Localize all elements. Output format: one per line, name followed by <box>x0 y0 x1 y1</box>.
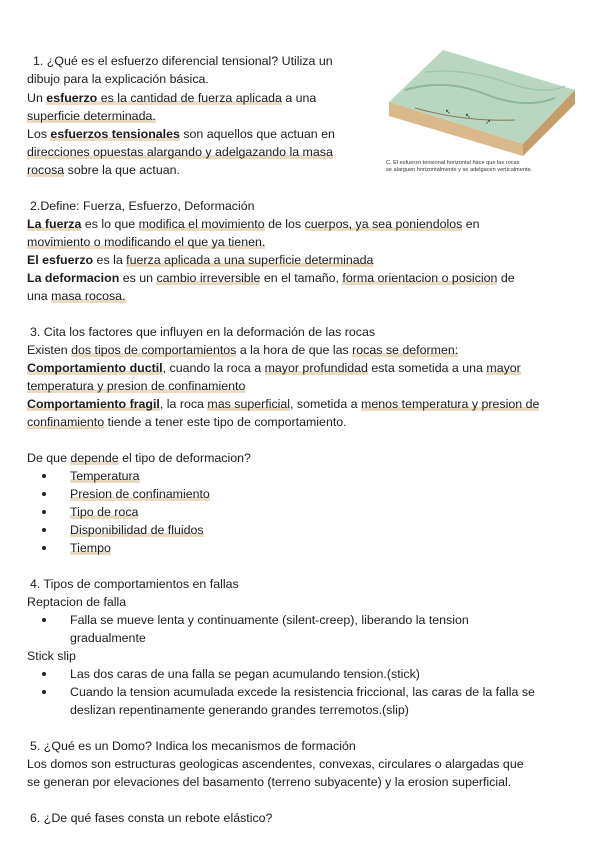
factor-item: Tiempo <box>70 541 111 555</box>
q4-slip-text-cont: deslizan repentinamente generando grandes terremotos.(slip) <box>70 703 409 717</box>
tensional-stress-figure <box>385 42 577 160</box>
factor-item: Disponibilidad de fluidos <box>70 523 204 537</box>
q2-line1: La fuerza es lo que modifica el movimiento de los cuerpos, ya sea poniendolos en <box>27 217 480 231</box>
q2-line5: una masa rocosa. <box>27 289 126 303</box>
q5-line2: se generan por elevaciones del basamento (terreno subyacente) y la erosion superficial. <box>27 775 512 789</box>
q3-line1: Existen dos tipos de comportamientos a la hora de que las rocas se deformen: <box>27 343 459 357</box>
q6-title: 6. ¿De qué fases consta un rebote elástico? <box>30 811 273 825</box>
q3-line5: confinamiento tiende a tener este tipo de comportamiento. <box>27 415 347 429</box>
q4-heading-stickslip: Stick slip <box>27 649 76 663</box>
bullet-dot <box>42 510 46 514</box>
q5-title: 5. ¿Qué es un Domo? Indica los mecanismos de formación <box>30 739 356 753</box>
q1-line5: rocosa sobre la que actuan. <box>27 163 180 177</box>
figure-arrow-icon: ↗ <box>485 119 491 126</box>
q4-creep-text: Falla se mueve lenta y continuamente (silent-creep), liberando la tension <box>70 613 469 627</box>
figure-arrow-icon: ↖ <box>445 109 451 116</box>
bullet-dot <box>42 528 46 532</box>
q2-line2: movimiento o modificando el que ya tienen. <box>27 235 266 249</box>
q4-creep-text-cont: gradualmente <box>70 631 146 645</box>
q1-line4: direcciones opuestas alargando y adelgazando la masa <box>27 145 333 159</box>
factor-item: Tipo de roca <box>70 505 139 519</box>
q1-title: 1. ¿Qué es el esfuerzo diferencial tensional? Utiliza un <box>33 54 333 68</box>
q3-title: 3. Cita los factores que influyen en la deformación de las rocas <box>30 325 376 339</box>
q3-line3: temperatura y presion de confinamiento <box>27 379 246 393</box>
figure-caption-line1: C. El esfuerzo tensional horizontal hace que las rocas <box>386 160 520 166</box>
q4-slip-text: Cuando la tension acumulada excede la resistencia friccional, las caras de la falla se <box>70 685 535 699</box>
bullet-dot <box>42 618 46 622</box>
bullet-dot <box>42 672 46 676</box>
q2-line4: La deformacion es un cambio irreversible en el tamaño, forma orientacion o posicion de <box>27 271 515 285</box>
factor-item: Temperatura <box>70 469 140 483</box>
q3-subquestion: De que depende el tipo de deformacion? <box>27 451 251 465</box>
q1-title-cont: dibujo para la explicación básica. <box>27 72 209 86</box>
q4-title: 4. Tipos de comportamientos en fallas <box>30 577 239 591</box>
q1-line2: superficie determinada. <box>27 109 156 123</box>
bullet-dot <box>42 690 46 694</box>
bullet-dot <box>42 492 46 496</box>
q5-line1: Los domos son estructuras geologicas ascendentes, convexas, circulares o alargadas que <box>27 757 524 771</box>
q2-line3: El esfuerzo es la fuerza aplicada a una superficie determinada <box>27 253 374 267</box>
figure-caption-line2: se alarguen horizontalmente y se adelgacen verticalmente. <box>386 167 533 173</box>
q4-stick-text: Las dos caras de una falla se pegan acumulando tension.(stick) <box>70 667 420 681</box>
q3-line4: Comportamiento fragil, la roca mas superficial, sometida a menos temperatura y presion de <box>27 397 540 411</box>
bullet-dot <box>42 546 46 550</box>
q4-heading-creep: Reptacion de falla <box>27 595 127 609</box>
q3-line2: Comportamiento ductil, cuando la roca a mayor profundidad esta sometida a una mayor <box>27 361 521 375</box>
q1-line3: Los esfuerzos tensionales son aquellos que actuan en <box>27 127 335 141</box>
q2-title: 2.Define: Fuerza, Esfuerzo, Deformación <box>30 199 255 213</box>
figure-arrow-icon: ↖ <box>465 113 471 120</box>
q1-line1: Un esfuerzo es la cantidad de fuerza aplicada a una <box>27 91 317 105</box>
factor-item: Presion de confinamiento <box>70 487 210 501</box>
bullet-dot <box>42 474 46 478</box>
